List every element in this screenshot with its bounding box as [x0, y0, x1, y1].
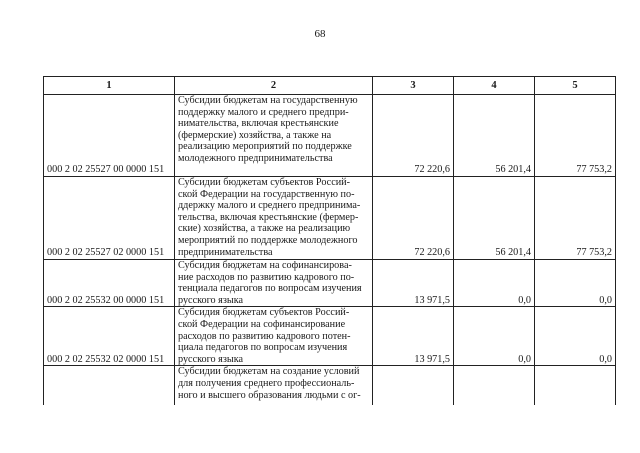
column-header-3: 3	[373, 77, 454, 95]
description-line: Субсидии бюджетам субъектов Россий-	[178, 177, 351, 188]
table-row	[44, 260, 616, 307]
amount-col5-cell: 77 753,2	[535, 177, 616, 260]
budget-code-cell: 000 2 02 25527 02 0000 151	[44, 177, 175, 260]
description-line: ской Федерации на софинансирование	[178, 318, 346, 330]
description-line: поддержку малого и среднего предпри-	[178, 106, 349, 118]
column-header-5: 5	[535, 77, 616, 95]
amount-col5-cell: 0,0	[535, 260, 616, 307]
description-line: предпринимательства	[178, 246, 273, 258]
description-line: Субсидия бюджетам на софинансирова-	[178, 260, 352, 271]
column-header-1: 1	[44, 77, 175, 95]
column-header-4: 4	[454, 77, 535, 95]
description-cell	[175, 307, 373, 366]
column-header-2: 2	[175, 77, 373, 95]
amount-col4-cell: 56 201,4	[454, 95, 535, 177]
amount-col3-cell	[373, 366, 454, 406]
amount-col5-cell	[535, 366, 616, 406]
budget-code-cell: 000 2 02 25527 00 0000 151	[44, 95, 175, 177]
description-line: мероприятий по поддержке молодежного	[178, 234, 358, 246]
description-line: ской Федерации на государственную по-	[178, 188, 355, 200]
amount-col4-cell: 0,0	[454, 307, 535, 366]
amount-col3-cell: 72 220,6	[373, 95, 454, 177]
description-cell	[175, 177, 373, 260]
budget-code-cell	[44, 366, 175, 406]
amount-col3-cell: 13 971,5	[373, 260, 454, 307]
description-cell	[175, 95, 373, 177]
description-line: тенциала педагогов по вопросам изучения	[178, 283, 362, 295]
description-line: тельства, включая крестьянские (фермер-	[178, 211, 359, 223]
description-line: русского языка	[178, 294, 244, 306]
description-line: нимательства, включая крестьянские	[178, 118, 339, 130]
description-line: циала педагогов по вопросам изучения	[178, 342, 348, 354]
amount-col3-cell: 72 220,6	[373, 177, 454, 260]
table-header-row	[44, 77, 616, 95]
description-line: реализацию мероприятий по поддержке	[178, 141, 352, 153]
description-line: Субсидии бюджетам на государственную	[178, 95, 358, 106]
budget-revenue-table	[43, 76, 616, 405]
page-number: 68	[314, 28, 326, 40]
budget-code-cell: 000 2 02 25532 02 0000 151	[44, 307, 175, 366]
table-row	[44, 366, 616, 406]
amount-col4-cell: 56 201,4	[454, 177, 535, 260]
description-line: (фермерские) хозяйства, а также на	[178, 129, 332, 141]
amount-col3-cell: 13 971,5	[373, 307, 454, 366]
amount-col5-cell: 0,0	[535, 307, 616, 366]
description-line: расходов по развитию кадрового потен-	[178, 330, 351, 342]
description-cell	[175, 260, 373, 307]
table-row	[44, 95, 616, 177]
amount-col4-cell: 0,0	[454, 260, 535, 307]
description-line: молодежного предпринимательства	[178, 152, 333, 164]
description-line: для получения среднего профессиональ-	[178, 377, 355, 389]
description-cell	[175, 366, 373, 406]
description-line: ские) хозяйства, а также на реализацию	[178, 223, 351, 235]
description-line: ддержку малого и среднего предпринима-	[178, 200, 361, 212]
amount-col4-cell	[454, 366, 535, 406]
description-line: русского языка	[178, 353, 244, 365]
budget-code-cell: 000 2 02 25532 00 0000 151	[44, 260, 175, 307]
amount-col5-cell: 77 753,2	[535, 95, 616, 177]
description-line: Субсидии бюджетам на создание условий	[178, 366, 360, 378]
table-row	[44, 307, 616, 366]
description-line: Субсидия бюджетам субъектов Россий-	[178, 307, 350, 319]
description-line: ние расходов по развитию кадрового по-	[178, 271, 355, 283]
table-row	[44, 177, 616, 260]
description-line: ного и высшего образования людьми с ог-	[178, 389, 361, 401]
